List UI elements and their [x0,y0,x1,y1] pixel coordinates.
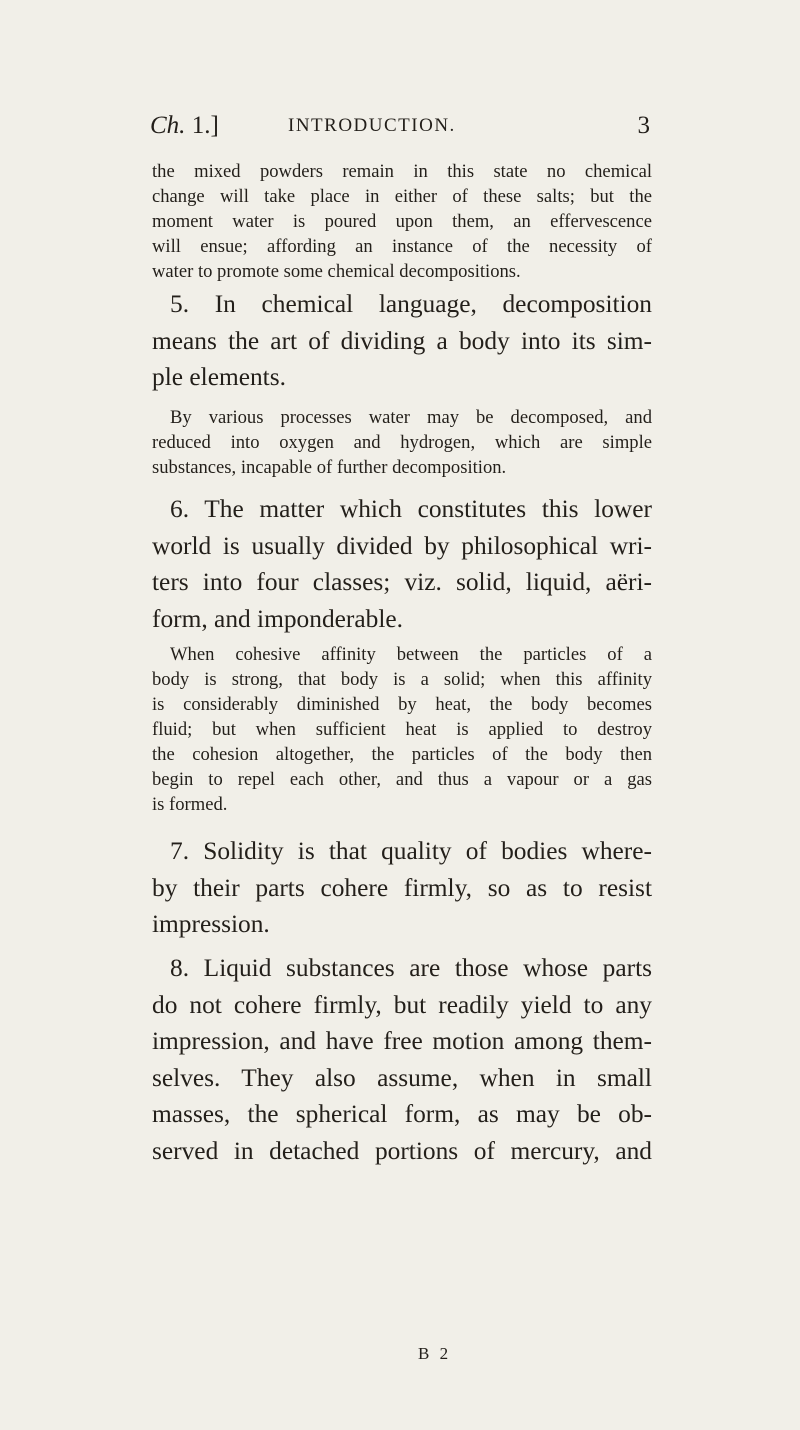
text-line: ters into four classes; viz. solid, liquid, aëri- [152,568,652,596]
section-6-body [152,642,652,817]
text-line: water to promote some chemical decompositions. [152,261,521,282]
text-line: form, and imponderable. [152,604,404,633]
continued-paragraph [152,159,652,284]
section-8-heading [152,950,652,1169]
section-7-heading [152,833,652,943]
text-line: world is usually divided by philosophical wri- [152,531,652,560]
text-line: is formed. [152,794,228,815]
text-line: will ensue; affording an instance of the necessity of [152,236,652,257]
text-line: When cohesive affinity between the particles of a [170,644,652,665]
text-line: substances, incapable of further decomposition. [152,457,507,478]
text-line: By various processes water may be decomposed, and [170,407,652,428]
text-line: impression, and have free motion among them- [152,1027,652,1055]
text-line: fluid; but when sufficient heat is applied to destroy [152,719,652,740]
text-line: the cohesion altogether, the particles of the body then [152,744,652,765]
text-line: 6. The matter which constitutes this lower [170,495,652,523]
text-line: is considerably diminished by heat, the body becomes [152,694,652,715]
text-line: moment water is poured upon them, an effervescence [152,211,652,232]
text-line: body is strong, that body is a solid; when this affinity [152,669,652,690]
running-head [150,112,650,142]
text-line: impression. [152,910,270,938]
chapter-label: Ch. 1.] [150,112,219,139]
running-title: INTRODUCTION. [288,115,456,136]
text-line: reduced into oxygen and hydrogen, which are simple [152,432,652,453]
text-line: begin to repel each other, and thus a vapour or a gas [152,769,652,790]
text-line: means the art of dividing a body into its sim- [152,326,652,355]
text-line: do not cohere firmly, but readily yield to any [152,990,652,1019]
text-line: 8. Liquid substances are those whose parts [170,954,652,982]
page-number: 3 [637,112,650,139]
section-5-body [152,405,652,480]
section-5-heading [152,286,652,396]
text-line: 5. In chemical language, decomposition [170,290,652,318]
text-line: ple elements. [152,363,286,391]
signature-mark: B 2 [418,1344,452,1363]
section-6-heading [152,491,652,637]
text-line: by their parts cohere firmly, so as to resist [152,873,652,902]
text-line: 7. Solidity is that quality of bodies where- [170,837,652,865]
text-line: the mixed powders remain in this state no chemical [152,161,652,182]
text-line: change will take place in either of these salts; but the [152,186,652,207]
text-line: masses, the spherical form, as may be ob- [152,1100,652,1128]
text-line: served in detached portions of mercury, and [152,1136,652,1165]
text-line: selves. They also assume, when in small [152,1063,652,1092]
